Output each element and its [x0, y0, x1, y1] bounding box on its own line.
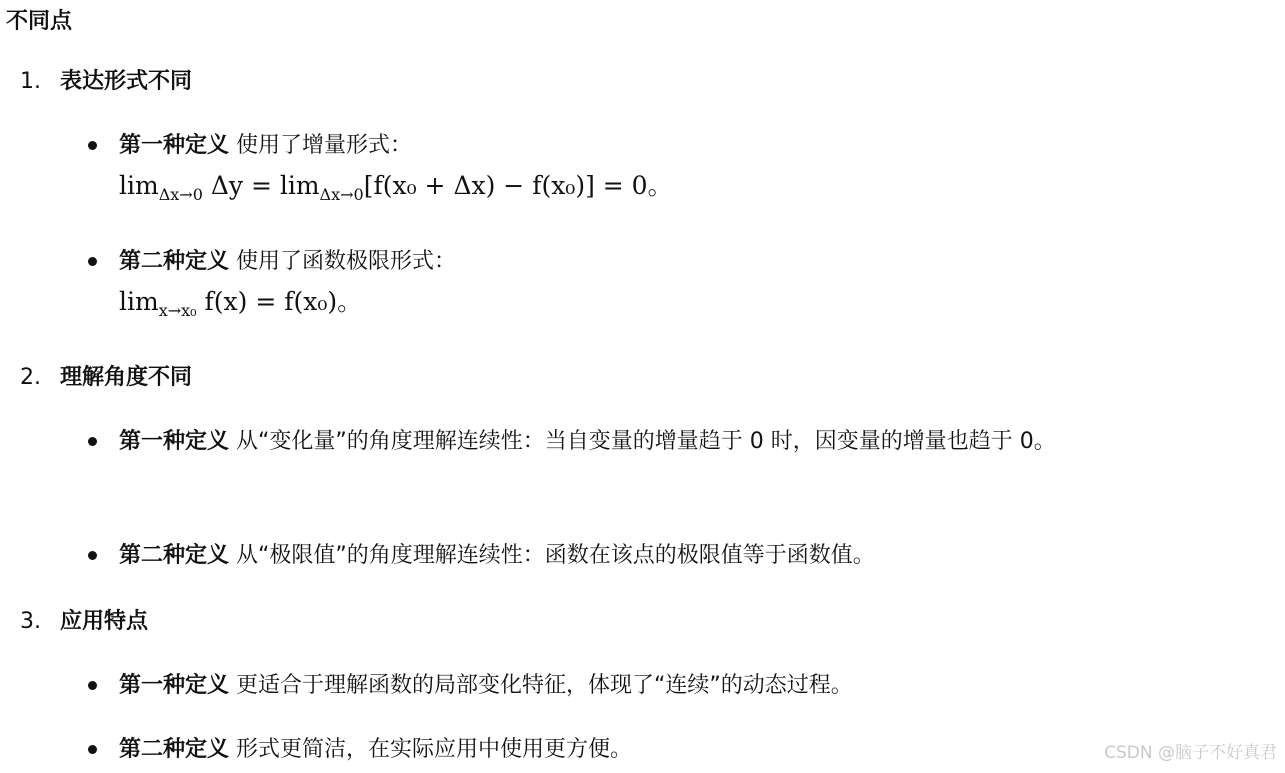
- section-title: 表达形式不同: [60, 69, 193, 94]
- list-item: [88, 536, 1278, 576]
- definition-term: 第二种定义: [119, 543, 230, 568]
- formula-lim: lim: [119, 171, 159, 200]
- list-item: [88, 422, 1278, 462]
- section-number: 3.: [20, 609, 41, 634]
- math-formula: [119, 166, 1278, 215]
- section-number: 1.: [20, 69, 41, 94]
- list-item-text: [119, 422, 1278, 462]
- definition-term: 第二种定义: [119, 249, 230, 274]
- section-number: 2.: [20, 365, 41, 390]
- list-item: [88, 126, 1278, 215]
- bullet-dot: [88, 681, 97, 690]
- formula-subscript: x→x₀: [158, 301, 197, 320]
- formula-end: [f(x₀ + Δx) − f(x₀)] = 0。: [363, 171, 673, 200]
- definition-term: 第一种定义: [119, 133, 230, 158]
- definition-term: 第二种定义: [119, 737, 230, 762]
- definition-term: 第一种定义: [119, 429, 230, 454]
- list-item-text: [119, 126, 1278, 166]
- section-application-features: [20, 606, 148, 638]
- definition-text: 从“变化量”的角度理解连续性：当自变量的增量趋于 0 时，因变量的增量也趋于 0。: [229, 429, 1056, 454]
- list-item: [88, 666, 1278, 706]
- list-item-text: [119, 666, 1278, 706]
- definition-text: 从“极限值”的角度理解连续性：函数在该点的极限值等于函数值。: [229, 543, 875, 568]
- section-understanding-angle: [20, 362, 192, 394]
- formula-subscript: Δx→0: [319, 185, 364, 204]
- list-item-text: [119, 536, 1278, 576]
- definition-text: 形式更简洁，在实际应用中使用更方便。: [229, 737, 633, 762]
- bullet-dot: [88, 257, 97, 266]
- formula-lim: lim: [119, 287, 159, 316]
- definition-text: 更适合于理解函数的局部变化特征，体现了“连续”的动态过程。: [229, 673, 853, 698]
- bullet-dot: [88, 437, 97, 446]
- bullet-dot: [88, 141, 97, 150]
- section-expression-form: [20, 66, 192, 98]
- page-heading: 不同点: [6, 9, 73, 34]
- watermark: CSDN @脑子不好真君: [1104, 743, 1277, 763]
- formula-middle: Δy = lim: [202, 171, 320, 200]
- definition-text: 使用了函数极限形式：: [229, 249, 457, 274]
- formula-subscript: Δx→0: [158, 185, 203, 204]
- definition-text: 使用了增量形式：: [229, 133, 413, 158]
- math-formula: [119, 282, 1278, 331]
- list-item: [88, 242, 1278, 331]
- definition-term: 第一种定义: [119, 673, 230, 698]
- list-item-text: [119, 242, 1278, 282]
- bullet-dot: [88, 551, 97, 560]
- section-title: 理解角度不同: [60, 365, 193, 390]
- formula-end: f(x) = f(x₀)。: [196, 287, 363, 316]
- section-title: 应用特点: [60, 609, 149, 634]
- bullet-dot: [88, 745, 97, 754]
- list-item: [88, 730, 1278, 770]
